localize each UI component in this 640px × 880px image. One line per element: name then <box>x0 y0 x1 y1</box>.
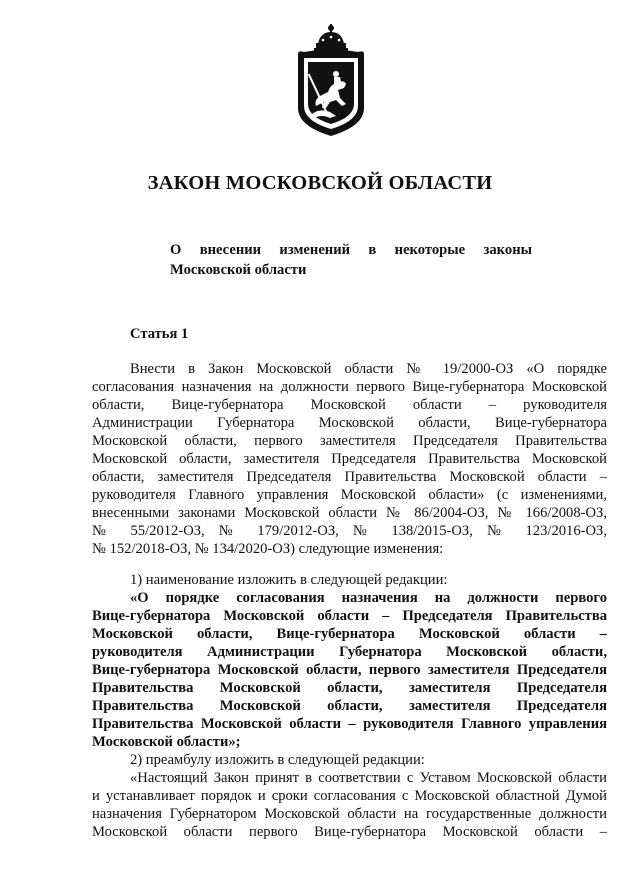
item-1-text-line: Правительства Московской области – руководителя Главного управления <box>92 715 607 732</box>
item-1-text-line: Вице-губернатора Московской области – Председателя Правительства <box>92 607 607 624</box>
paragraph-line: области, заместителя Председателя Правительства Московской области – <box>92 469 607 486</box>
paragraph-line: руководителя Главного управления Московской области» (с изменениями, <box>92 487 607 504</box>
subject-line-1: О внесении изменений в некоторые законы <box>170 242 532 258</box>
coat-of-arms-emblem <box>290 22 372 140</box>
paragraph-gap <box>92 559 607 571</box>
item-1-text-line: Правительства Московской области, заместителя Председателя <box>92 697 607 714</box>
subject-line-2: Московской области <box>170 262 307 278</box>
paragraph-line: внесенными законами Московской области № 86/2004-ОЗ, № 166/2008-ОЗ, <box>92 505 607 522</box>
paragraph-line: Администрации Губернатора Московской области, Вице-губернатора <box>92 415 607 432</box>
paragraph-line: № 152/2018-ОЗ, № 134/2020-ОЗ) следующие изменения: <box>92 541 444 558</box>
item-1-text-line: Вице-губернатора Московской области, первого заместителя Председателя <box>92 661 607 678</box>
item-1-text-line: Московской области»; <box>92 733 241 750</box>
item-1-text-line: Правительства Московской области, заместителя Председателя <box>92 679 607 696</box>
item-2-intro: 2) преамбулу изложить в следующей редакции: <box>130 751 425 768</box>
item-2-text-line: «Настоящий Закон принят в соответствии с Уставом Московской области <box>130 770 607 787</box>
paragraph-line: области, Вице-губернатора Московской области – руководителя <box>92 397 607 414</box>
paragraph-line: Московской области, первого заместителя Председателя Правительства <box>92 433 607 450</box>
paragraph-line: Московской области, заместителя Председателя Правительства Московской <box>92 451 607 468</box>
document-title: ЗАКОН МОСКОВСКОЙ ОБЛАСТИ <box>147 172 493 194</box>
document-subject <box>170 240 532 280</box>
item-2-text-line: и устанавливает порядок и сроки согласования с Московской областной Думой <box>92 788 607 805</box>
article-body <box>92 360 607 841</box>
item-2-text-line: назначения Губернатором Московской области на государственные должности <box>92 806 607 823</box>
paragraph-line: № 55/2012-ОЗ, № 179/2012-ОЗ, № 138/2015-ОЗ, № 123/2016-ОЗ, <box>92 523 607 540</box>
item-1-intro: 1) наименование изложить в следующей редакции: <box>130 571 448 588</box>
item-1-text-line: Московской области, Вице-губернатора Московской области – <box>92 625 607 642</box>
paragraph-line: согласования назначения на должности первого Вице-губернатора Московской <box>92 379 607 396</box>
item-1-text-line: «О порядке согласования назначения на должности первого <box>130 589 607 606</box>
item-2-text-line: Московской области первого Вице-губернатора Московской области – <box>92 824 607 841</box>
article-heading: Статья 1 <box>130 326 189 342</box>
item-1-text-line: руководителя Администрации Губернатора Московской области, <box>92 643 607 660</box>
paragraph-line: Внести в Закон Московской области № 19/2000-ОЗ «О порядке <box>130 361 607 377</box>
